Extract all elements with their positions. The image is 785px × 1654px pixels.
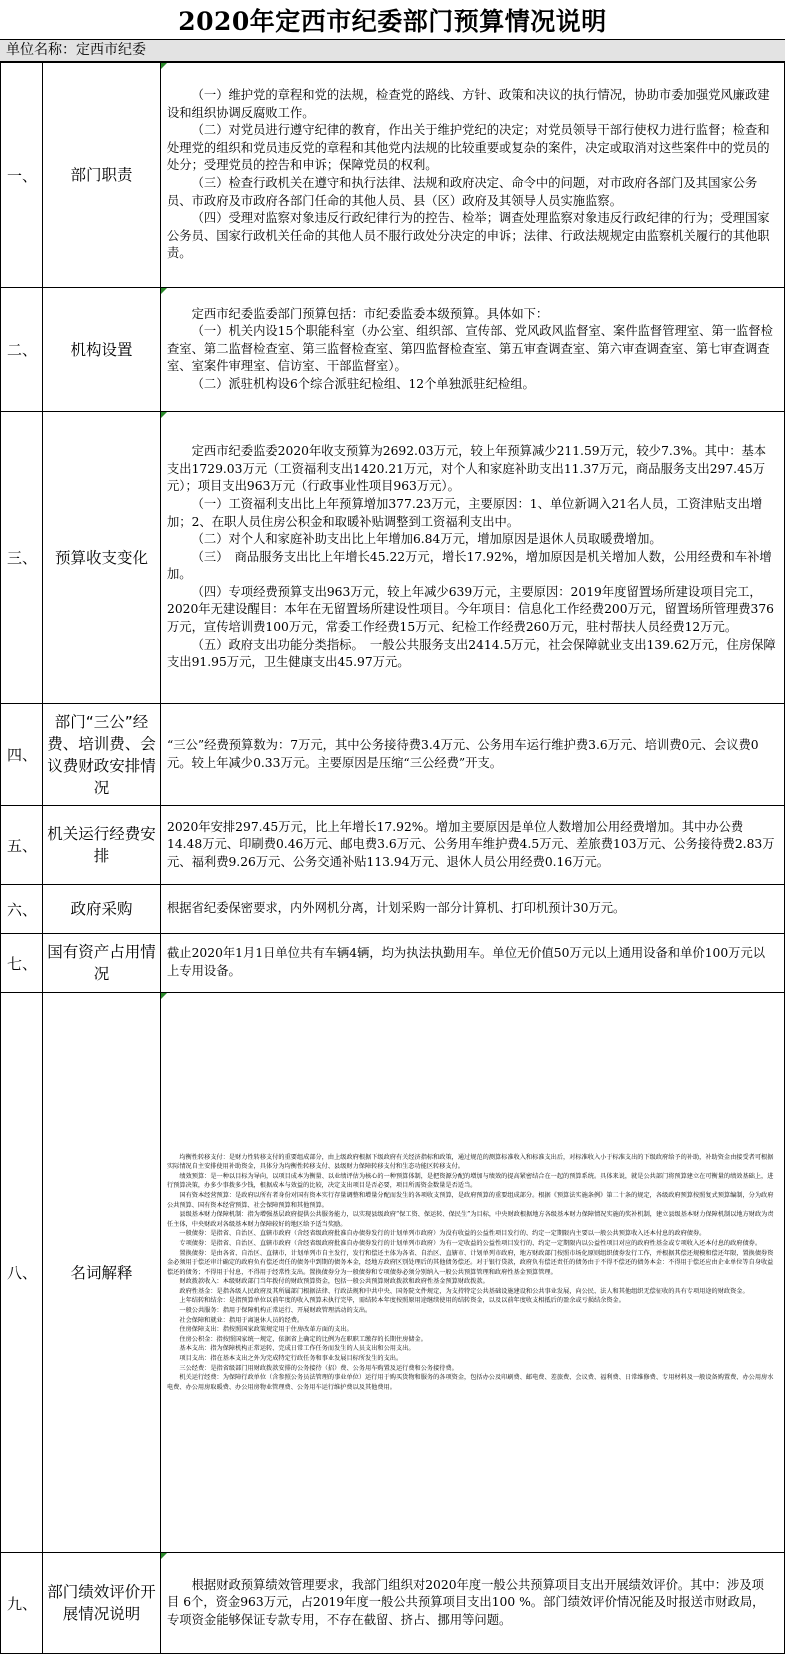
row-content	[161, 993, 785, 1553]
table-row	[1, 806, 785, 885]
paragraph: 上年结转和结余：是指预算单位以前年度的收入预算未执行完毕，需结转本年度按照原用途继续使用的结转资金，以及以前年度收支相抵后的盈余或亏损结余资金。	[179, 1297, 625, 1305]
corner-marker-icon	[161, 1553, 167, 1559]
paragraph: 基本支出：指为保障机构正常运转、完成日常工作任务而发生的人员支出和公用支出。	[179, 1345, 415, 1353]
row-content	[161, 806, 785, 885]
paragraph: 定西市纪委监委2020年收支预算为2692.03万元，较上年预算减少211.59万元，较少7.3%。其中：基本支出1729.03万元（工资福利支出1420.21万元，对个人和家庭补助支出11.37万元，商品服务支出297.45万元）；项目支出963万元（行政事业性项目963万元）。	[167, 444, 767, 494]
paragraph: 根据财政预算绩效管理要求，我部门组织对2020年度一般公共预算项目支出开展绩效评价。其中：涉及项目 6个，资金963万元，占2019年度一般公共预算项目支出100 %。部门绩效评价情况能及时报送市财政局，专项资金能够保证专款专用，不存在截留、挤占、挪用等问题。	[167, 1577, 765, 1627]
row-label: 名词解释	[43, 993, 161, 1553]
paragraph: （二）对个人和家庭补助支出比上年增加6.84万元，增加原因是退休人员取暖费增加。	[191, 532, 662, 547]
table-row	[1, 993, 785, 1553]
row-label: 政府采购	[43, 885, 161, 934]
row-number: 一、	[1, 63, 43, 288]
row-label: 预算收支变化	[43, 412, 161, 704]
row-label: 部门绩效评价开展情况说明	[43, 1553, 161, 1654]
corner-marker-icon	[161, 63, 167, 69]
paragraph: 住房保障支出：指按照国家政策规定用于住房改革方面的支出。	[179, 1326, 353, 1334]
row-label: 机构设置	[43, 288, 161, 412]
paragraph: 一般公共服务：指用于保障机构正常运行、开展财政管理活动的支出。	[179, 1307, 372, 1315]
paragraph: 国有资本经营预算：是政府以所有者身份对国有资本实行存量调整和增量分配而发生的各项收支预算，是政府预算的重要组成部分。根据《预算法实施条例》第二十条的规定，各级政府预算按照复式预算编制，分为政府公共预算、国有资本经营预算、社会保障预算和其他预算。	[167, 1191, 774, 1209]
table-row	[1, 704, 785, 806]
table-row	[1, 412, 785, 704]
row-content	[161, 934, 785, 993]
paragraph: 项目支出：指在基本支出之外为完成特定行政任务和事业发展目标所发生的支出。	[179, 1355, 403, 1363]
corner-marker-icon	[161, 288, 167, 294]
corner-marker-icon	[161, 993, 167, 999]
paragraph: “三公”经费预算数为：7万元，其中公务接待费3.4万元、公务用车运行维护费3.6万元、培训费0元、会议费0元。较上年减少0.33万元。主要原因是压缩“三公经费”开支。	[167, 737, 759, 770]
unit-name: 单位名称：定西市纪委	[0, 40, 785, 62]
row-number: 三、	[1, 412, 43, 704]
row-number: 八、	[1, 993, 43, 1553]
table-row	[1, 63, 785, 288]
page-title: 2020年定西市纪委部门预算情况说明	[0, 0, 785, 40]
row-number: 九、	[1, 1553, 43, 1654]
paragraph: （一）工资福利支出比上年预算增加377.23万元，主要原因：1、单位新调入21名人员，工资津贴支出增加；2、在职人员住房公积金和取暖补贴调整到工资福利支出中。	[167, 496, 763, 529]
row-label: 部门职责	[43, 63, 161, 288]
table-row	[1, 288, 785, 412]
row-number: 七、	[1, 934, 43, 993]
table-row	[1, 1553, 785, 1654]
paragraph: 截止2020年1月1日单位共有车辆4辆，均为执法执勤用车。单位无价值50万元以上通用设备和单价100万元以上专用设备。	[167, 946, 766, 978]
paragraph: （三） 商品服务支出比上年增长45.22万元，增长17.92%，增加原因是机关增加人数，公用经费和车补增加。	[167, 549, 772, 582]
paragraph: （四）专项经费预算支出963万元，较上年减少639万元，主要原因：2019年度留置场所建设项目完工，2020年无建设醒目：本年在无留置场所建设性项目。今年项目：信息化工作经费200万元，留置场所管理费376万元，宣传培训费100万元，常委工作经费15万元、纪检工作经费260万元，驻村帮扶人员经费12万元。	[167, 584, 775, 635]
row-number: 五、	[1, 806, 43, 885]
row-content	[161, 1553, 785, 1654]
paragraph: 置换债券：是由各省、自治区、直辖市，计划单列市自主发行，发行和偿还主体为各省、自治区、直辖市、计划单列市政府，地方财政部门按照市场化原则组织债券发行工作，并根据其偿还规模和偿还年限，置换债券资金必须用于偿还审计确定的政府负有偿还责任的债务中到期的债务本金，经地方政府区别处理后的其他债务偿还。对于银行贷款，政府负有偿还责任的债务由于不得不偿还的债务本金：不得用于偿还应由企业单位等自身收益偿还的债务；不得用于付息，不得用于经常性支出。置换债券分为一般债券和专项债券必须分别纳入一般公共预算管理和政府性基金预算管理。	[167, 1249, 774, 1276]
paragraph: （一）机关内设15个职能科室（办公室、组织部、宣传部、党风政风监督室、案件监督管理室、第一监督检查室、第二监督检查室、第三监督检查室、第四监督检查室、第五审查调查室、第六审查调查室、第七审查调查室、室案件审理室、信访室、干部监督室）。	[167, 324, 773, 374]
paragraph: 政府性基金：是指各级人民政府及其所属部门根据法律、行政法规和中共中央、国务院文件规定，为支持特定公共基础设施建设和公共事业发展，向公民、法人和其他组织无偿征收的具有专项用途的财政资金。	[179, 1287, 749, 1295]
row-label: 机关运行经费安排	[43, 806, 161, 885]
paragraph: 一般债券：是指省、自治区、直辖市政府（含经省级政府批准自办债券发行的计划单列市政府）为没有收益的公益性项目发行的、约定一定期限内主要以一般公共预算收入还本付息的政府债券。	[179, 1230, 706, 1238]
corner-marker-icon	[161, 412, 167, 418]
table-row	[1, 885, 785, 934]
row-content	[161, 885, 785, 934]
row-content	[161, 412, 785, 704]
paragraph: （二）派驻机构设6个综合派驻纪检组、12个单独派驻纪检组。	[191, 376, 535, 391]
paragraph: 根据省纪委保密要求，内外网机分离，计划采购一部分计算机、打印机预计30万元。	[167, 901, 626, 916]
paragraph: 定西市纪委监委部门预算包括：市纪委监委本级预算。具体如下：	[191, 306, 549, 321]
row-content	[161, 63, 785, 288]
paragraph: （一）维护党的章程和党的法规，检查党的路线、方针、政策和决议的执行情况，协助市委加强党风廉政建设和组织协调反腐败工作。	[167, 88, 770, 120]
paragraph: （三）检查行政机关在遵守和执行法律、法规和政府决定、命令中的问题，对市政府各部门及其国家公务员、市政府及市政府各部门任命的其他人员、县（区）政府及其领导人员实施监察。	[167, 176, 758, 208]
paragraph: 财政拨款收入：本级财政部门当年拨付的财政预算资金，包括一般公共预算财政拨款和政府性基金预算财政拨款。	[179, 1278, 489, 1286]
budget-table	[0, 62, 785, 1654]
paragraph: （二）对党员进行遵守纪律的教育，作出关于维护党纪的决定；对党员领导干部行使权力进行监督；检查和处理党的组织和党员违反党的章程和其他党内法规的比较重要或复杂的案件，决定或取消对这些案件中的党员的处分；受理党员的控告和申诉；保障党员的权利。	[167, 123, 770, 173]
paragraph: 2020年安排297.45万元，比上年增长17.92%。增加主要原因是单位人数增加公用经费增加。其中办公费14.48万元、印刷费0.46万元、邮电费3.6万元、公务用车维护费4.5万元、差旅费103万元、公务接待费2.83万元、福利费9.26万元、公务交通补贴113.94万元、退休人员公用经费0.16万元。	[167, 819, 775, 869]
paragraph: 绩效预算：是一种以目标为导向，以项目成本为衡量、以业绩评估为核心的一种预算体制，是把资源分配的增加与绩效的提高紧密结合在一起的预算系统。具体来说，就是公共部门将预算建立在可衡量的绩效基础上，进行预算决策，办多少事拨多少钱，根据成本与效益的比较，决定支出项目是否必要，项目所需资金数量是否适当。	[167, 1172, 774, 1190]
paragraph: （五）政府支出功能分类指标。 一般公共服务支出2414.5万元，社会保障就业支出139.62万元，住房保障支出91.95万元，卫生健康支出45.97万元。	[167, 637, 776, 670]
row-number: 二、	[1, 288, 43, 412]
paragraph: 县级基本财力保障机制：指为增强基层政府提供公共服务能力，以实现县级政府“保工资、保运转、保民生”为目标，中央财政根据地方各级基本财力保障情况实施的奖补机制，建立县级基本财力保障机制以地方财政为责任主体，中央财政对各级基本财力保障较好的地区给予适当奖励。	[167, 1211, 774, 1228]
paragraph: 住房公积金：指按照国家统一规定，依据省上确定的比例为在职职工缴存的长期住房储金。	[179, 1335, 427, 1343]
paragraph: 社会保障和就业：指用于离退休人员的经费。	[179, 1316, 304, 1324]
row-content	[161, 704, 785, 806]
paragraph: 均衡性转移支付：是财力性转移支付的重要组成部分，由上级政府根据下级政府有关经济指标和政策，通过规范的测算标准收入和标准支出后，对标准收入小于标准支出的下级政府给予的补助，补助资金由接受者可根据实际情况自主安排使用补助资金，具体分为均衡性转移支付、县级财力保障转移支付和生态功能区转移支付。	[167, 1153, 774, 1171]
row-label: 国有资产占用情况	[43, 934, 161, 993]
paragraph: 专项债券：是指省、自治区、直辖市政府（含经省级政府批准自办债券发行的计划单列市政府）为有一定收益的公益性项目发行的、约定一定期限内以公益性项目对应的政府性基金或专项收入还本付息的政府债券。	[179, 1239, 762, 1247]
table-row	[1, 934, 785, 993]
paragraph: 三公经费：是指省级部门用财政拨款安排的公务接待（招）费、公务用车购置及运行费和公务接待费。	[179, 1364, 458, 1372]
row-number: 六、	[1, 885, 43, 934]
paragraph: （四）受理对监察对象违反行政纪律行为的控告、检举；调查处理监察对象违反行政纪律的行为；受理国家公务员、国家行政机关任命的其他人员不服行政处分决定的申诉；法律、行政法规规定由监察机关履行的其他职责。	[167, 211, 770, 261]
row-number: 四、	[1, 704, 43, 806]
paragraph: 机关运行经费：为保障行政单位（含参照公务员法管理的事业单位）运行用于购买货物和服务的各项资金，包括办公及印刷费、邮电费、差旅费、会议费、福利费、日常维修费、专用材料及一般设备购置费、办公用房水电费、办公用房取暖费、办公用房物业管理费、公务用车运行维护费以及其他费用。	[167, 1374, 774, 1391]
row-content	[161, 288, 785, 412]
row-label: 部门“三公”经费、培训费、会议费财政安排情况	[43, 704, 161, 806]
